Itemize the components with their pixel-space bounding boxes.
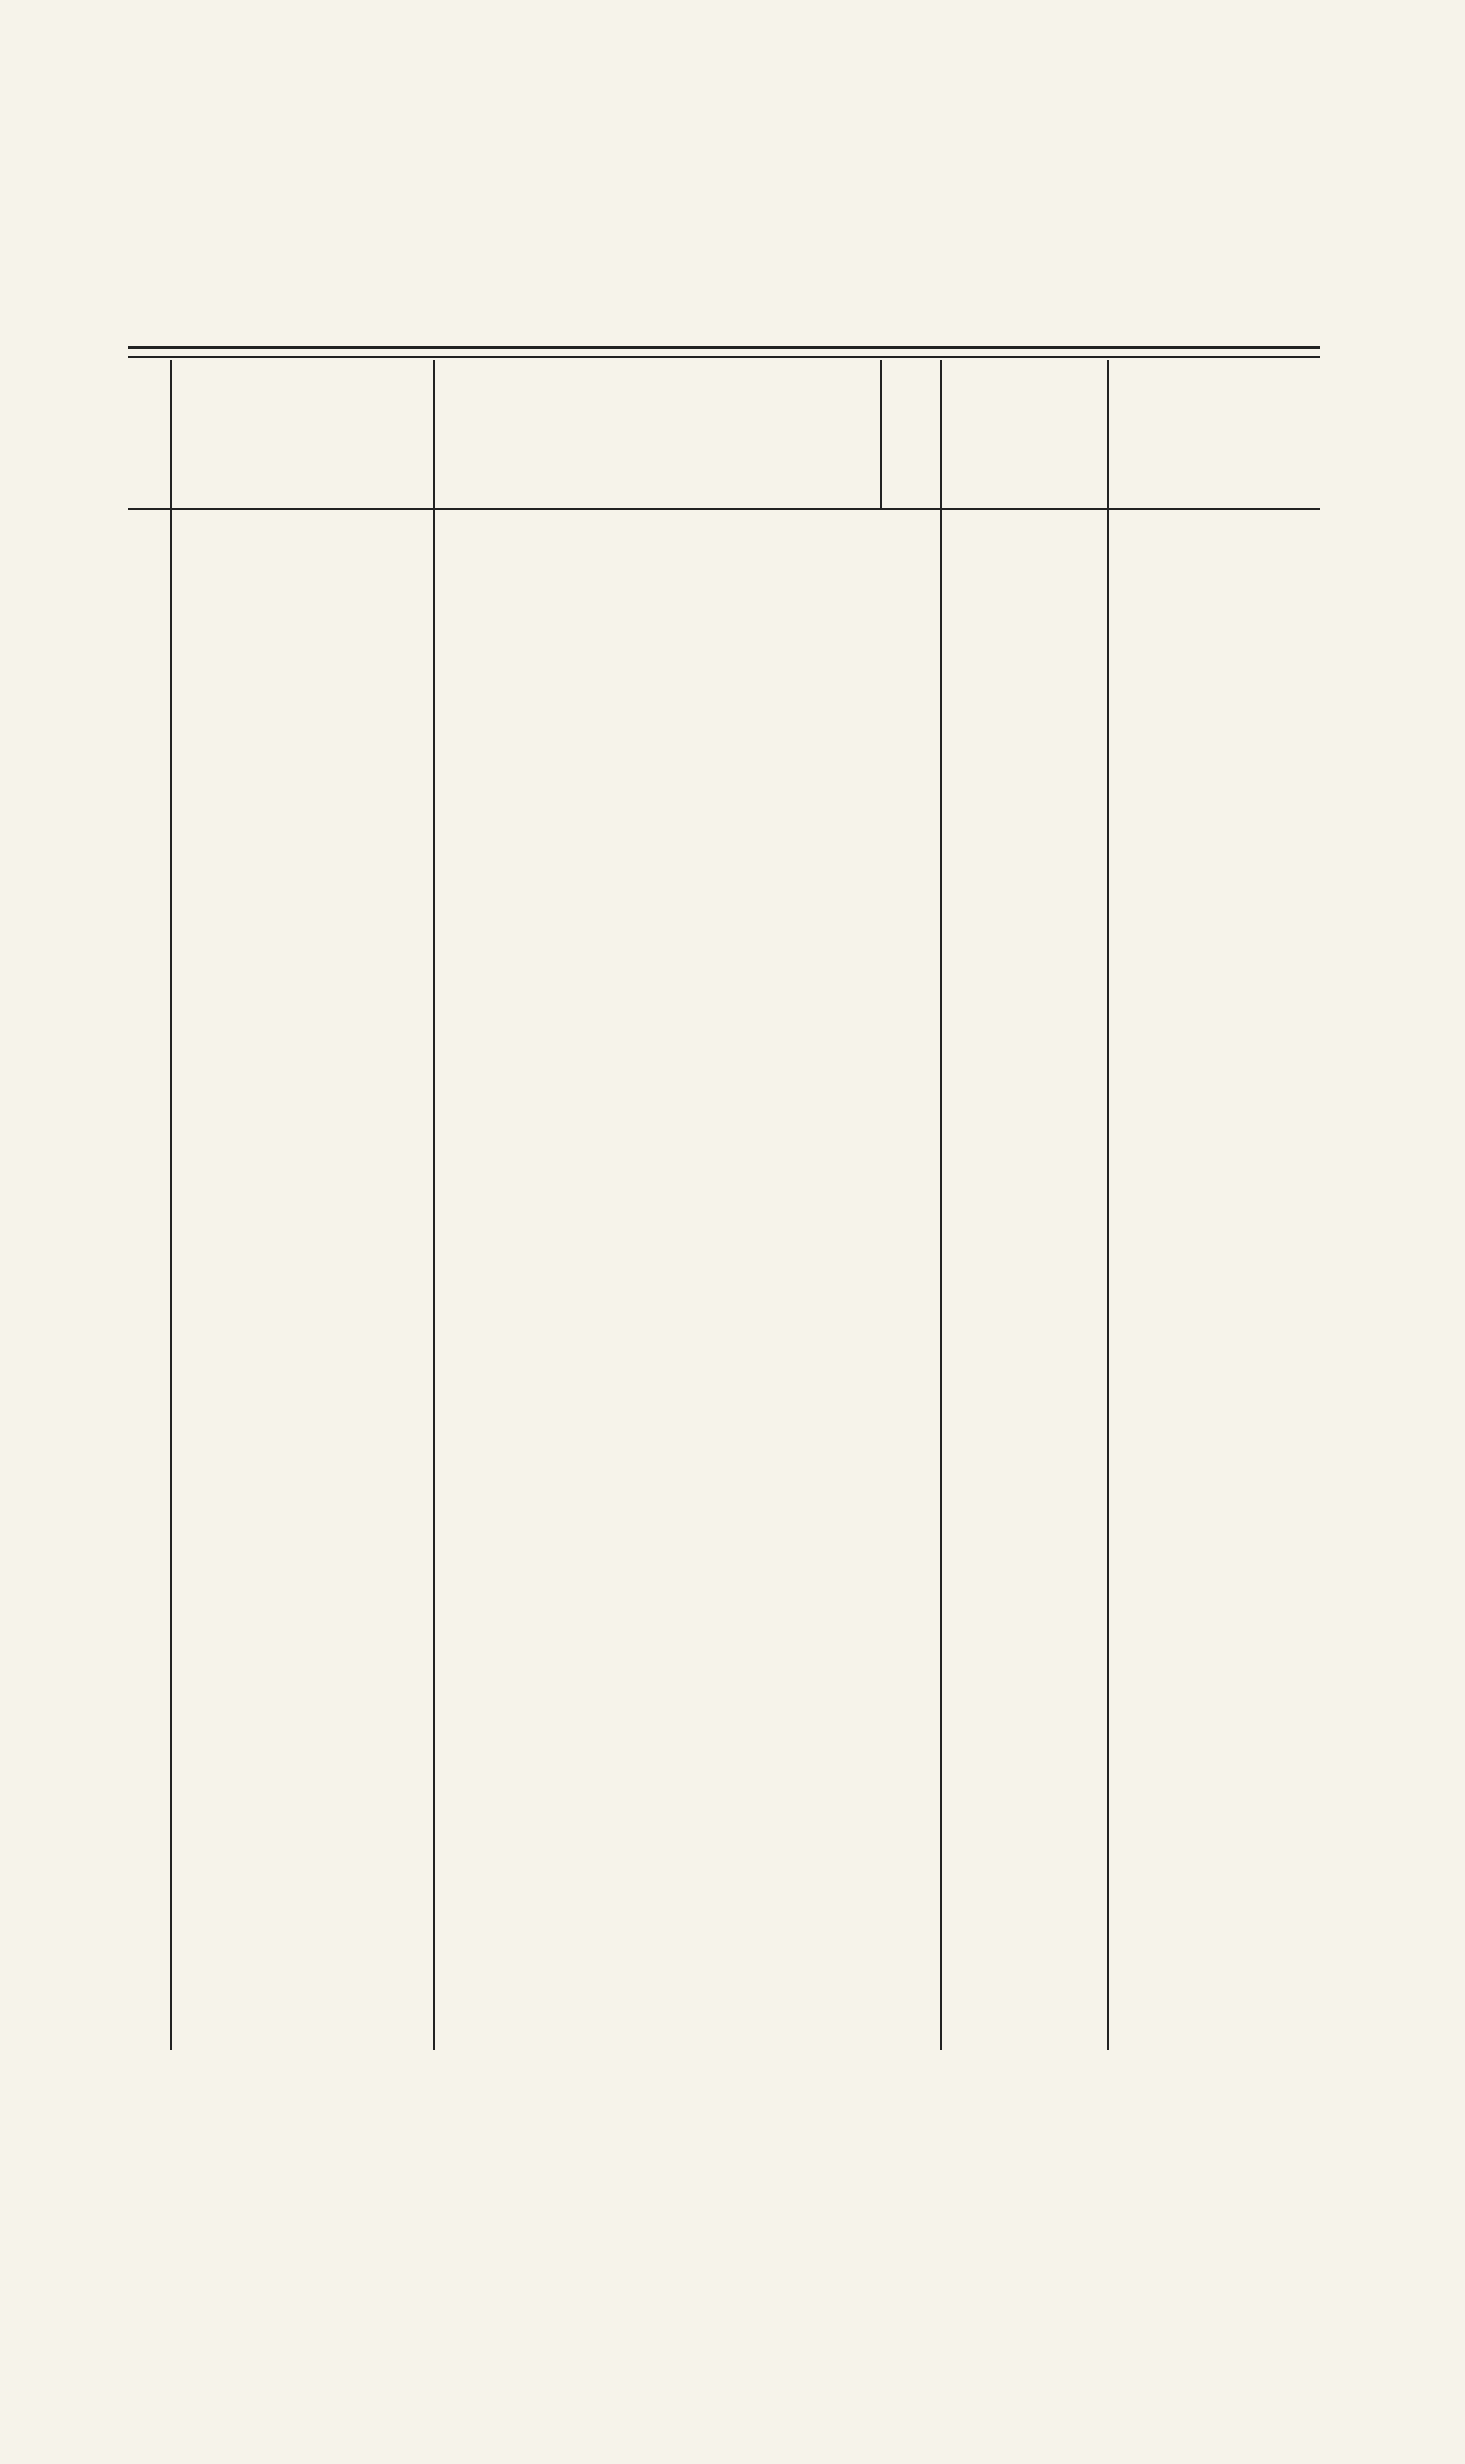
top-rule-thin — [128, 356, 1320, 358]
col-divider-1 — [170, 360, 172, 2050]
col-divider-5 — [1107, 360, 1109, 2050]
top-rule-thick — [128, 346, 1320, 349]
col-divider-3 — [880, 360, 882, 508]
header-bottom-rule — [128, 508, 1320, 510]
col-divider-2 — [433, 360, 435, 2050]
col-divider-4 — [940, 360, 942, 2050]
